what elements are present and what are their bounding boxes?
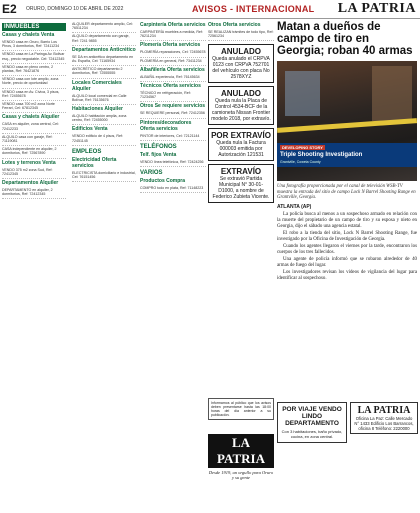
crime-scene-tape <box>277 118 417 133</box>
classified-ad: DEPARTAMENTO en alquiler, 2 dormitorios, Ref: 72412345 <box>2 187 66 199</box>
subcategory-heading: Electricidad Oferta servicios <box>72 156 117 169</box>
annulment-notice <box>208 44 274 83</box>
subcategory-heading: Pintores/decoradores Oferta servicios <box>140 119 192 132</box>
sale-ad-text: Con 3 habitaciones, baño privado, cocina, en zona central. <box>281 429 343 439</box>
photo-caption: Una fotografía proporcionada por el canal de televisión WSB-TV muestra la entrada del sitio de campo Lock N Barrel Shooting Range en Grantville, Georgia. <box>277 184 416 200</box>
office-logo: LA PATRIA <box>357 405 411 416</box>
subcategory-heading: Casas y chalets Alquiler <box>2 114 60 121</box>
subcategory-heading: Departamentos Anticrético <box>72 46 136 53</box>
article-paragraph: Una agente de policía informó que se robaron alrededor de 40 armas de fuego del lugar. <box>277 257 417 269</box>
article-paragraph: La policía busca al menos a un sospechoso armado en relación con la muerte del propietario de un campo de tiro y su esposa y nieto en Georgia, dijo el sábado una agencia estatal. <box>277 211 417 229</box>
classified-ad: VENDO casa con lote amplio, zona Norte, precio de oportunidad <box>2 76 66 88</box>
classified-ad: CARPINTERÍA muebles a medida, Ref: 76211234 <box>140 29 206 41</box>
section-title: AVISOS - INTERNACIONAL <box>192 4 315 14</box>
subcategory-heading: Lotes y terrenos Venta <box>2 159 56 166</box>
category-heading: EMPLEOS <box>72 148 102 155</box>
page-header <box>0 0 420 19</box>
edition-date: ORURO, DOMINGO 10 DE ABRIL DE 2022 <box>26 6 124 12</box>
publication-notice: Informamos al público que los avisos deben presentarse hasta las 18:00 horas del día anterior a su publicación. <box>208 398 274 420</box>
notice-text: Queda nula la Placa de Control 4534-BCF de la camioneta Nissan Frontier modelo 2018, por extravío. <box>211 98 271 123</box>
article-paragraph: El robo a la tienda del sitio, Lock N Barrel Shooting Range, fue investigado por la Oficina de Investigación de Georgia. <box>277 230 417 242</box>
classified-ad: ALQUILO habitación amplia, zona centro, Ref: 72455000 <box>72 113 136 125</box>
banner-subtitle: Grantville, Coweta County <box>280 160 321 164</box>
classified-ad: ALQUILER departamento amplio, Cel: 76511234 <box>72 21 136 33</box>
loss-notice <box>208 128 274 161</box>
office-box <box>350 402 418 434</box>
classified-ad: VENDO casa en La Paringa Av. Bolivar esq., precio negociable. Cel: 72412345 <box>2 51 66 63</box>
article-paragraph: Cuando los agentes llegaron el viernes por la tarde, encontraron los cuerpos de los tres fallecidos. <box>277 243 417 256</box>
classified-ad: VENDO línea telefónica, Ref: 72424256 <box>140 159 206 167</box>
loss-notice <box>208 164 274 203</box>
notice-text: Se extravió Partida Municipal N° 30-01-D1000, a nombre de Federico Zubieta Vicente. <box>212 176 270 201</box>
classified-ad: ALBAÑIL experiencia, Ref: 76145634 <box>140 74 206 82</box>
subcategory-heading: Departamentos Alquiler <box>2 180 59 187</box>
notice-title: POR EXTRAVÍO <box>211 131 271 141</box>
classifieds-column-3 <box>140 21 206 193</box>
classified-ad: CASA en alquiler, zona central, Cel: 72412233 <box>2 121 66 133</box>
classified-ad: SE DA en anticrético departamento en Av. España, Cel: 71165934 <box>72 54 136 66</box>
article-headline: Matan a dueños de campo de tiro en Georgia; roban 40 armas <box>277 21 413 57</box>
classifieds-column-2 <box>72 21 136 182</box>
classified-ad: ALQUILO local comercial en Calle Bolívar, Ref: 76135676 <box>72 93 136 105</box>
tv-banner <box>277 143 417 167</box>
photo-shape <box>285 71 320 116</box>
subcategory-heading: Plomería Oferta servicios <box>140 42 201 49</box>
classified-ad: PLOMERÍA en general, Ref: 73411234 <box>140 58 206 66</box>
subcategory-heading: Carpintería Oferta servicios <box>140 22 206 28</box>
classified-ad: TÉCNICO en refrigeración, Ref: 71234567 <box>140 90 206 102</box>
subcategory-heading: Habitaciones Alquiler <box>72 106 123 113</box>
photo-shape <box>372 66 412 121</box>
classified-ad: ELECTRICISTA domiciliario e industrial, Cel: 76151456 <box>72 170 136 182</box>
classifieds-column-4 <box>208 21 274 206</box>
page-number: E2 <box>2 2 17 16</box>
subcategory-heading: Locales Comerciales Alquiler <box>72 79 122 92</box>
subcategory-heading: Albañilería Oferta servicios <box>140 66 205 73</box>
promo-logo: LA PATRIA <box>208 434 274 468</box>
classified-ad: VENDO casa en pleno centro, 2 plantas, Ref: 76421876 <box>2 64 66 76</box>
subcategory-heading: Casas y chalets Venta <box>2 32 55 38</box>
category-heading: VARIOS <box>140 170 163 177</box>
subcategory-heading: Otros Oferta servicios <box>208 22 261 28</box>
classified-ad: SE REQUIERE personal, Ref: 72412356 <box>140 110 206 118</box>
newspaper-logo: LA PATRIA <box>337 1 416 16</box>
category-heading: TELÉFONOS <box>140 143 177 150</box>
notice-title: EXTRAVÍO <box>220 167 262 177</box>
article-photo <box>277 61 417 181</box>
classified-ad: PINTOR de interiores, Cel: 72121144 <box>140 133 206 141</box>
subcategory-heading: Técnicos Oferta servicios <box>140 83 201 90</box>
classified-ad: ANTICRÉTICO departamento 2 dormitorios, Ref: 72555555 <box>72 66 136 78</box>
classified-ad: COMPRO todo en plata, Ref: 71148223 <box>140 185 206 193</box>
classified-ad: ALQUILO casa con garaje, Ref: 71119081 <box>2 134 66 146</box>
promo-slogan: Desde 1919, un orgullo para Oruro y su gente <box>208 470 274 480</box>
sale-ad-title: POR VIAJE VENDO LINDO DEPARTAMENTO <box>282 406 342 427</box>
classified-ad: ALQUILO departamento con garaje, Ref: 7241 9855 <box>72 33 136 45</box>
classified-ad: CASA independiente en alquiler, 2 dormitorios, Ref: 72567890 <box>2 146 66 158</box>
classified-ad: VENDO casa 700 m2 zona Norte Ferrari, Cel: 67812345 <box>2 101 66 113</box>
banner-title: Triple Shooting Investigation <box>280 152 363 158</box>
notice-title: ANULADO <box>221 89 261 99</box>
classified-ad: VENDO casa en Av. Cívica, 3 pisos, Ref: 72455678 <box>2 89 66 101</box>
subcategory-heading: Otros Se requiere servicios <box>140 103 206 110</box>
classified-ad: VENDO 375 m2 zona Sud, Ref: 72412345 <box>2 167 66 179</box>
subcategory-heading: Telf. fijos Venta <box>140 151 177 158</box>
classifieds-column-1 <box>2 21 66 199</box>
annulment-notice <box>208 86 274 125</box>
notice-text: Queda nula la Factura 000003 emitida por Autorización 121531 <box>216 140 266 159</box>
category-heading: INMUEBLES <box>2 23 66 31</box>
newspaper-promo <box>208 434 274 480</box>
classified-ad: SE REALIZAN trámites de todo tipo, Ref: 72561234 <box>208 29 274 41</box>
classified-ad: PLOMERÍA reparaciones, Cel: 72455678 <box>140 49 206 57</box>
article-body <box>277 212 417 283</box>
classified-ad: VENDO casa en Oruro, Barrio Los Pinos, 3 dormitorios, Ref: 72411234 <box>2 39 66 51</box>
notice-title: ANULADO <box>221 47 261 57</box>
news-article <box>277 21 417 284</box>
banner-tag: DEVELOPING STORY <box>282 145 323 150</box>
office-text: Oficina La Paz: Calle Mercado N° 1433 Edificio Los Barrancos, oficina 8 Teléfono: 2220000 <box>354 416 414 431</box>
sale-ad-box <box>277 402 347 443</box>
notice-text: Queda anulado el CRPVA 0123 con CRPVA 752701 del vehículo con placa No 2578XYZ <box>212 56 270 81</box>
article-paragraph: Los investigadores revisan los videos de vigilancia del lugar para identificar al sospechoso. <box>277 270 417 282</box>
article-dateline: ATLANTA (AP) <box>277 203 312 210</box>
classified-ad: VENDO edificio de 4 pisos, Ref: 72451145 <box>72 133 136 145</box>
subcategory-heading: Edificios Venta <box>72 126 108 133</box>
subcategory-heading: Productos Compra <box>140 178 186 185</box>
